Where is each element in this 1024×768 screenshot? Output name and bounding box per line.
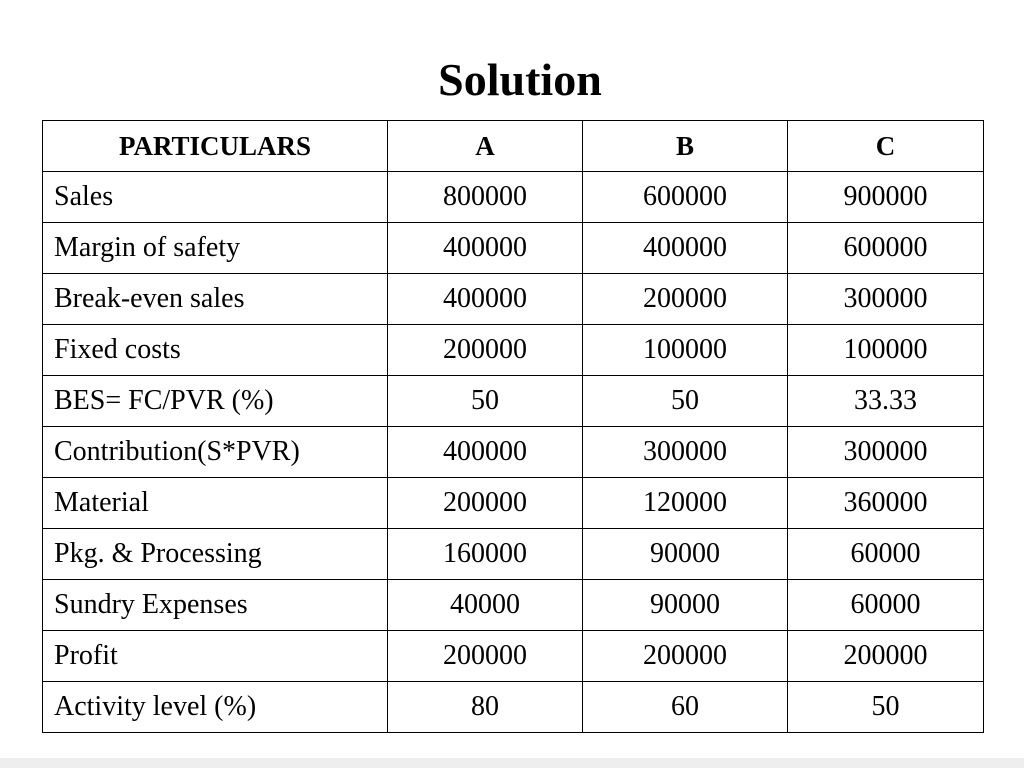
- cell-b: 400000: [583, 223, 788, 274]
- table-row: [43, 325, 984, 376]
- table-row: [43, 682, 984, 733]
- cell-a: 50: [388, 376, 583, 427]
- cell-c: 50: [788, 682, 984, 733]
- table-row: [43, 427, 984, 478]
- table-row: [43, 478, 984, 529]
- cell-a: 200000: [388, 325, 583, 376]
- header-b: B: [583, 121, 788, 172]
- cell-c: 600000: [788, 223, 984, 274]
- cell-b: 300000: [583, 427, 788, 478]
- cell-c: 33.33: [788, 376, 984, 427]
- row-label: Break-even sales: [43, 274, 388, 325]
- cell-b: 200000: [583, 631, 788, 682]
- cell-a: 400000: [388, 427, 583, 478]
- row-label: Fixed costs: [43, 325, 388, 376]
- cell-c: 100000: [788, 325, 984, 376]
- row-label: Profit: [43, 631, 388, 682]
- cell-b: 600000: [583, 172, 788, 223]
- cell-b: 120000: [583, 478, 788, 529]
- table-row: [43, 172, 984, 223]
- cell-a: 400000: [388, 223, 583, 274]
- row-label: Margin of safety: [43, 223, 388, 274]
- row-label: Material: [43, 478, 388, 529]
- cell-a: 200000: [388, 631, 583, 682]
- cell-c: 300000: [788, 274, 984, 325]
- header-c: C: [788, 121, 984, 172]
- cell-c: 900000: [788, 172, 984, 223]
- cell-a: 800000: [388, 172, 583, 223]
- table-row: [43, 529, 984, 580]
- cell-a: 160000: [388, 529, 583, 580]
- cell-b: 200000: [583, 274, 788, 325]
- cell-c: 60000: [788, 580, 984, 631]
- row-label: BES= FC/PVR (%): [43, 376, 388, 427]
- cell-b: 90000: [583, 529, 788, 580]
- cell-c: 200000: [788, 631, 984, 682]
- table-row: [43, 580, 984, 631]
- row-label: Activity level (%): [43, 682, 388, 733]
- cell-c: 60000: [788, 529, 984, 580]
- cell-c: 360000: [788, 478, 984, 529]
- bottom-strip: [0, 758, 1024, 768]
- table-row: [43, 376, 984, 427]
- cell-b: 60: [583, 682, 788, 733]
- cell-a: 400000: [388, 274, 583, 325]
- cell-b: 50: [583, 376, 788, 427]
- cell-b: 100000: [583, 325, 788, 376]
- cell-c: 300000: [788, 427, 984, 478]
- row-label: Contribution(S*PVR): [43, 427, 388, 478]
- header-a: A: [388, 121, 583, 172]
- row-label: Pkg. & Processing: [43, 529, 388, 580]
- slide-title: Solution: [438, 54, 602, 105]
- cell-b: 90000: [583, 580, 788, 631]
- solution-table: [42, 120, 984, 733]
- cell-a: 200000: [388, 478, 583, 529]
- table-row: [43, 631, 984, 682]
- table-row: [43, 223, 984, 274]
- row-label: Sundry Expenses: [43, 580, 388, 631]
- table-row: [43, 274, 984, 325]
- table-header-row: [43, 121, 984, 172]
- header-particulars: PARTICULARS: [43, 121, 388, 172]
- cell-a: 40000: [388, 580, 583, 631]
- row-label: Sales: [43, 172, 388, 223]
- cell-a: 80: [388, 682, 583, 733]
